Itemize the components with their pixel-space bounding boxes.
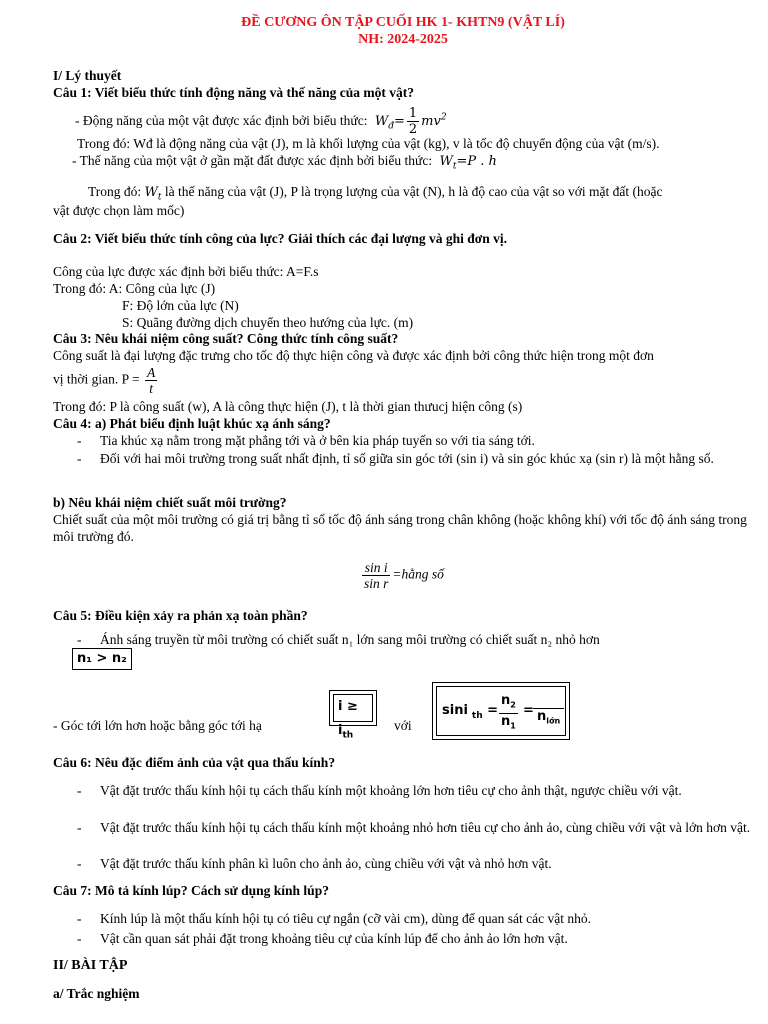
q5-with: với	[394, 718, 412, 733]
q1-potential-line	[72, 152, 497, 176]
q6-bullet2: Vật đặt trước thấu kính hội tụ cách thấu kính một khoảng nhỏ hơn tiêu cự cho ảnh ảo, cùng chiều với vật và lớn hơn vật.	[100, 820, 751, 835]
q7-bullet1: Kính lúp là một thấu kính hội tụ có tiêu cự ngắn (cỡ vài cm), dùng để quan sát các vật nhỏ.	[100, 911, 591, 926]
q4b-text: Chiết suất của một môi trường có giá trị bằng tỉ số tốc độ ánh sáng trong chân không (hoặc không khí) với tốc độ ánh sáng trong môi trường đó.	[53, 512, 747, 544]
section1-heading: I/ Lý thuyết	[53, 68, 122, 83]
doc-title: ĐỀ CƯƠNG ÔN TẬP CUỐI HK 1- KHTN9 (VẬT LÍ)	[241, 15, 565, 30]
q3-line1: Công suất là đại lượng đặc trưng cho tốc độ thực hiện công và được xác định bởi công thức hiện trong một đơn	[53, 348, 654, 363]
q3-line3: Trong đó: P là công suất (w), A là công thực hiện (J), t là thời gian thưucj hiện công (s)	[53, 399, 523, 414]
doc-school-year: NH: 2024-2025	[358, 32, 448, 47]
q1-kinetic-line	[75, 106, 447, 137]
refraction-formula: $\frac{\text{sin i}}{\text{sin r}}$ =hằng số	[364, 560, 444, 591]
kinetic-formula: $W_đ=$ $\frac{1}{2}$ $mv^2$	[374, 106, 447, 137]
q1-potential-text: - Thế năng của một vật ở gần mặt đất được xác định bởi biểu thức:	[72, 153, 433, 168]
q2-line1: Công của lực được xác định bởi biểu thức: A=F.s	[53, 264, 319, 279]
section2-heading: II/ BÀI TẬP	[53, 958, 128, 973]
document-header	[53, 14, 753, 48]
q5-title: Câu 5: Điều kiện xảy ra phản xạ toàn phần?	[53, 608, 308, 623]
q5-line2: - Góc tới lớn hơn hoặc bằng góc tới hạ	[53, 718, 262, 733]
q1-potential-where: Trong đó: $W_t$ là thế năng của vật (J), P là trọng lượng của vật (N), h là độ cao của vật so với mặt đất (hoặc	[88, 184, 663, 203]
condition-box-angle: $i \ge i_{th}$	[329, 690, 377, 726]
q1-kinetic-text: - Động năng của một vật được xác định bởi biểu thức:	[75, 113, 368, 128]
section2-sub: a/ Trắc nghiệm	[53, 986, 140, 1001]
q4b-title: b) Nêu khái niệm chiết suất môi trường?	[53, 495, 287, 510]
q2-title: Câu 2: Viết biểu thức tính công của lực? Giải thích các đại lượng và ghi đơn vị.	[53, 231, 508, 246]
q7-bullet2: Vật cần quan sát phải đặt trong khoảng tiêu cự của kính lúp để cho ảnh ảo lớn hơn vật.	[100, 931, 568, 946]
q5-bullet1: Ánh sáng truyền từ môi trường có chiết suất n₁ lớn sang môi trường có chiết suất n₂ nhỏ hơn	[100, 632, 600, 647]
q6-title: Câu 6: Nêu đặc điểm ảnh của vật qua thấu kính?	[53, 755, 336, 770]
q3-title: Câu 3: Nêu khái niệm công suất? Công thức tính công suất?	[53, 331, 399, 346]
q2-line3: F: Độ lớn của lực (N)	[122, 298, 239, 313]
critical-angle-formula-box: sini $_{th}$ = $\frac{n_2}{n_1}$ = $n_{lớn}$	[432, 682, 570, 740]
q4-title: Câu 4: a) Phát biểu định luật khúc xạ ánh sáng?	[53, 416, 331, 431]
power-formula: $\frac{A}{t}$	[147, 365, 156, 396]
q3-line2: vị thời gian. P = $\frac{A}{t}$	[53, 365, 156, 396]
q7-title: Câu 7: Mô tả kính lúp? Cách sử dụng kính lúp?	[53, 883, 329, 898]
q1-potential-where-2: vật được chọn làm mốc)	[53, 203, 185, 218]
q1-title: Câu 1: Viết biểu thức tính động năng và thế năng của một vật?	[53, 85, 415, 100]
q2-line2: Trong đó: A: Công của lực (J)	[53, 281, 216, 296]
q2-line4: S: Quãng đường dịch chuyển theo hướng của lực. (m)	[122, 315, 414, 330]
q4-bullet1: Tia khúc xạ nằm trong mặt phẳng tới và ở bên kia pháp tuyến so với tia sáng tới.	[100, 433, 535, 448]
q4-bullet2: Đối với hai môi trường trong suất nhất định, tỉ số giữa sin góc tới (sin i) và sin góc khúc xạ (sin r) là một hằng số.	[100, 451, 714, 466]
q1-kinetic-where: Trong đó: Wđ là động năng của vật (J), m là khối lượng của vật (kg), v là tốc độ chuyển động của vật (m/s).	[77, 136, 660, 151]
q6-bullet1: Vật đặt trước thấu kính hội tụ cách thấu kính một khoảng lớn hơn tiêu cự cho ảnh thật, ngược chiều với vật.	[100, 783, 682, 798]
q6-bullet3: Vật đặt trước thấu kính phân kì luôn cho ảnh ảo, cùng chiều với vật và nhỏ hơn vật.	[100, 856, 552, 871]
condition-box-n1-gt-n2: n₁ > n₂	[72, 648, 132, 670]
potential-formula: $W_t=P$ . h	[439, 154, 497, 172]
